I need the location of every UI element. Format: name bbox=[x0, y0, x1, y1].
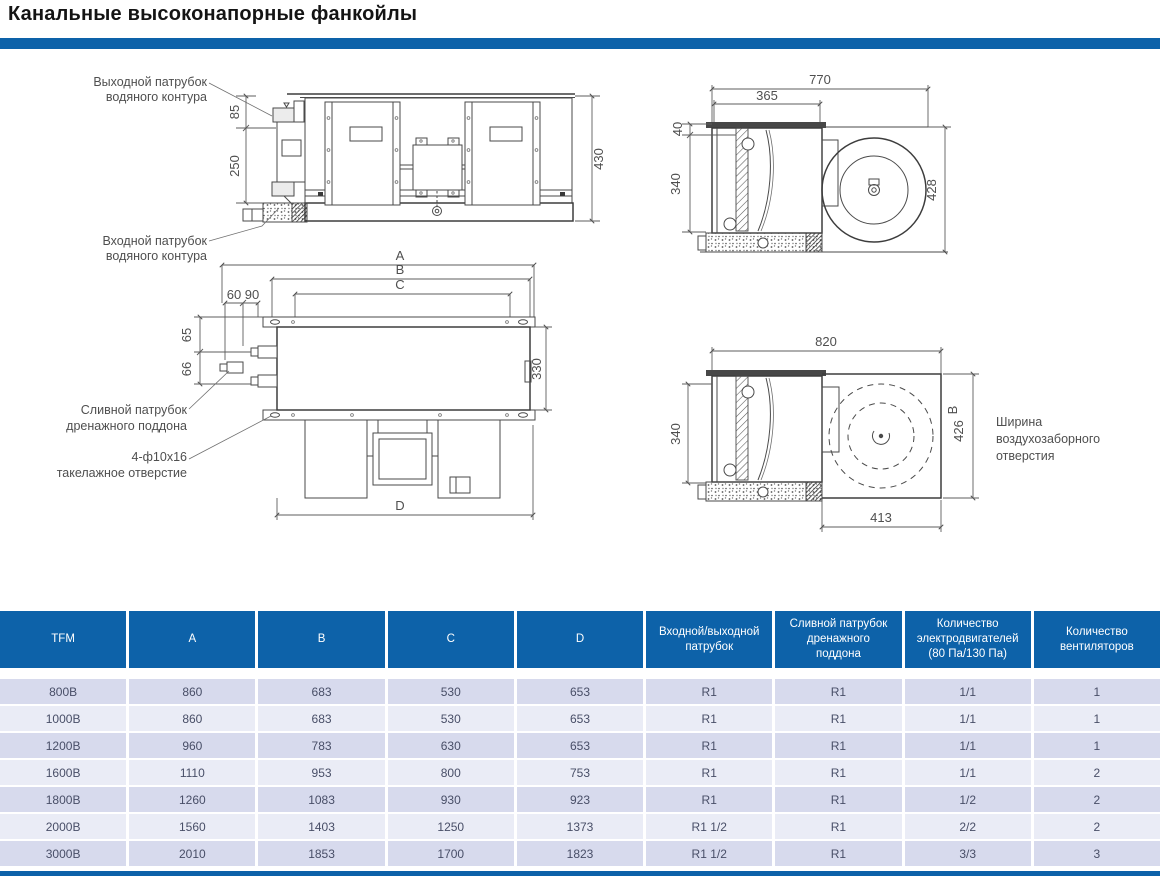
intake-width-label: Ширина bbox=[996, 415, 1043, 429]
table-cell: R1 1/2 bbox=[646, 814, 772, 839]
table-row bbox=[0, 706, 1160, 731]
table-cell: 653 bbox=[517, 706, 643, 731]
outlet-pipe-label-2: водяного контура bbox=[105, 90, 207, 104]
table-cell-model: 1600B bbox=[0, 760, 126, 785]
section-view-intake-drawing bbox=[668, 334, 1100, 532]
table-cell: 2 bbox=[1034, 760, 1160, 785]
table-cell: 530 bbox=[388, 706, 514, 731]
table-cell: R1 bbox=[646, 733, 772, 758]
table-cell: 753 bbox=[517, 760, 643, 785]
table-cell: 1853 bbox=[258, 841, 384, 866]
table-cell: 1 bbox=[1034, 679, 1160, 704]
table-header-cell: Входной/выходной патрубок bbox=[646, 611, 772, 668]
rigging-hole-label: 4-ф10x16 bbox=[131, 450, 187, 464]
dim-C: C bbox=[395, 277, 405, 292]
table-cell-model: 3000B bbox=[0, 841, 126, 866]
table-cell: 3 bbox=[1034, 841, 1160, 866]
table-row bbox=[0, 733, 1160, 758]
table-cell: 1 bbox=[1034, 733, 1160, 758]
table-cell: 3/3 bbox=[905, 841, 1031, 866]
rigging-hole-label-2: такелажное отверстие bbox=[56, 466, 187, 480]
table-row bbox=[0, 760, 1160, 785]
table-cell: 953 bbox=[258, 760, 384, 785]
dim-428: 428 bbox=[924, 179, 939, 201]
table-cell: 1110 bbox=[129, 760, 255, 785]
table-row bbox=[0, 679, 1160, 704]
dim-430: 430 bbox=[591, 148, 606, 170]
table-cell-model: 1200B bbox=[0, 733, 126, 758]
table-body bbox=[0, 679, 1160, 866]
dim-820: 820 bbox=[815, 334, 837, 349]
dim-85: 85 bbox=[227, 104, 242, 120]
table-cell: 1403 bbox=[258, 814, 384, 839]
table-cell: 653 bbox=[517, 733, 643, 758]
dim-65: 65 bbox=[179, 327, 194, 343]
table-cell: R1 bbox=[775, 679, 901, 704]
table-cell: 923 bbox=[517, 787, 643, 812]
table-header-cell: Количество вентиляторов bbox=[1034, 611, 1160, 668]
table-cell: 1/1 bbox=[905, 760, 1031, 785]
table-cell: 1250 bbox=[388, 814, 514, 839]
table-cell: 683 bbox=[258, 679, 384, 704]
drain-pipe-label: Сливной патрубок bbox=[80, 403, 187, 417]
table-cell: 653 bbox=[517, 679, 643, 704]
table-row bbox=[0, 841, 1160, 866]
dim-66: 66 bbox=[179, 361, 194, 377]
dim-60: 60 bbox=[226, 287, 242, 302]
accent-bar-top bbox=[0, 38, 1160, 49]
dim-340-top: 340 bbox=[668, 173, 683, 195]
technical-drawings bbox=[0, 50, 1160, 610]
table-cell: R1 bbox=[775, 787, 901, 812]
table-cell: R1 bbox=[775, 706, 901, 731]
table-header-cell: Сливной патрубок дренажного поддона bbox=[775, 611, 901, 668]
table-cell: R1 bbox=[646, 706, 772, 731]
table-cell: 1/1 bbox=[905, 679, 1031, 704]
dim-250: 250 bbox=[227, 155, 242, 177]
dim-D: D bbox=[395, 498, 405, 513]
table-cell: R1 1/2 bbox=[646, 841, 772, 866]
table-cell: 960 bbox=[129, 733, 255, 758]
dim-770: 770 bbox=[809, 72, 831, 87]
dim-330: 330 bbox=[529, 358, 544, 380]
table-header-cell: TFM bbox=[0, 611, 126, 668]
table-cell: 1/2 bbox=[905, 787, 1031, 812]
intake-width-label-3: отверстия bbox=[996, 449, 1055, 463]
table-cell: 783 bbox=[258, 733, 384, 758]
front-view-drawing bbox=[93, 75, 606, 263]
page-title: Канальные высоконапорные фанкойлы bbox=[8, 3, 418, 25]
table-cell: 2010 bbox=[129, 841, 255, 866]
table-cell: 2 bbox=[1034, 787, 1160, 812]
table-row bbox=[0, 787, 1160, 812]
table-cell: 1/1 bbox=[905, 733, 1031, 758]
dim-426: 426 bbox=[951, 420, 966, 442]
table-cell: R1 bbox=[646, 679, 772, 704]
section-view-fan-drawing bbox=[668, 72, 951, 252]
table-cell-model: 2000B bbox=[0, 814, 126, 839]
table-cell: 2/2 bbox=[905, 814, 1031, 839]
table-cell: R1 bbox=[775, 760, 901, 785]
table-cell: 1260 bbox=[129, 787, 255, 812]
table-cell: 800 bbox=[388, 760, 514, 785]
table-cell: R1 bbox=[775, 733, 901, 758]
table-cell: 1/1 bbox=[905, 706, 1031, 731]
table-cell: R1 bbox=[775, 814, 901, 839]
dim-426-superscript: B bbox=[945, 405, 960, 415]
table-cell: 630 bbox=[388, 733, 514, 758]
drain-leader-line bbox=[189, 371, 229, 409]
table-cell: R1 bbox=[646, 787, 772, 812]
table-header-cell: D bbox=[517, 611, 643, 668]
rigging-leader-line bbox=[189, 416, 271, 459]
table-cell: 1083 bbox=[258, 787, 384, 812]
table-header-cell: Количество электродвигателей (80 Па/130 Па) bbox=[905, 611, 1031, 668]
dim-413: 413 bbox=[870, 510, 892, 525]
table-cell: 930 bbox=[388, 787, 514, 812]
table-cell: R1 bbox=[775, 841, 901, 866]
table-header-row bbox=[0, 611, 1160, 668]
table-row bbox=[0, 814, 1160, 839]
table-cell-model: 1800B bbox=[0, 787, 126, 812]
table-cell: 530 bbox=[388, 679, 514, 704]
drain-pipe-label-2: дренажного поддона bbox=[66, 419, 187, 433]
intake-width-label-2: воздухозаборного bbox=[996, 432, 1101, 446]
drawings-svg bbox=[0, 50, 1160, 610]
table-cell: 1560 bbox=[129, 814, 255, 839]
dim-340-bottom: 340 bbox=[668, 423, 683, 445]
outlet-pipe-label: Выходной патрубок bbox=[93, 75, 207, 89]
accent-bar-bottom bbox=[0, 871, 1160, 876]
table-cell: 1 bbox=[1034, 706, 1160, 731]
spec-table bbox=[0, 611, 1160, 866]
table-cell: R1 bbox=[646, 760, 772, 785]
table-cell: 683 bbox=[258, 706, 384, 731]
table-cell-model: 800B bbox=[0, 679, 126, 704]
table-cell: 1823 bbox=[517, 841, 643, 866]
table-header-cell: B bbox=[258, 611, 384, 668]
table-cell: 860 bbox=[129, 706, 255, 731]
dim-90: 90 bbox=[244, 287, 260, 302]
table-cell: 1700 bbox=[388, 841, 514, 866]
dim-365: 365 bbox=[756, 88, 778, 103]
dim-A: A bbox=[395, 248, 405, 263]
inlet-pipe-label: Входной патрубок bbox=[102, 234, 207, 248]
table-header-cell: C bbox=[388, 611, 514, 668]
inlet-pipe-label-2: водяного контура bbox=[105, 249, 207, 263]
table-cell-model: 1000B bbox=[0, 706, 126, 731]
plan-view-drawing bbox=[57, 248, 552, 520]
table-header-cell: A bbox=[129, 611, 255, 668]
table-cell: 1373 bbox=[517, 814, 643, 839]
dim-40: 40 bbox=[670, 121, 685, 137]
dim-B: B bbox=[395, 262, 405, 277]
table-cell: 2 bbox=[1034, 814, 1160, 839]
table-cell: 860 bbox=[129, 679, 255, 704]
